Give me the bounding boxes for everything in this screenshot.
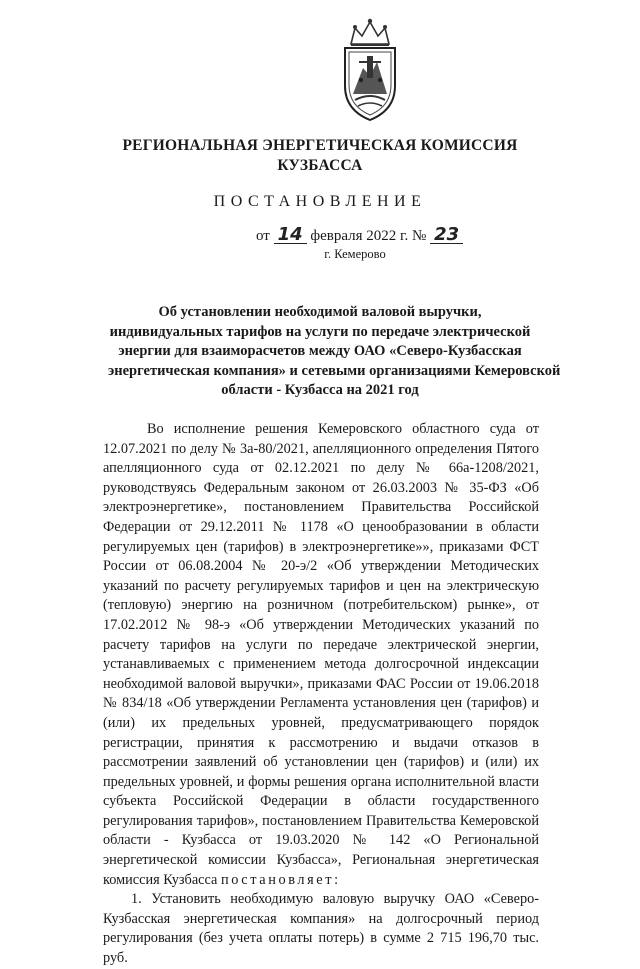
document-body	[103, 420, 539, 969]
date-prefix: от	[256, 228, 270, 244]
title-line: области - Кузбасса на 2021 год	[221, 382, 419, 399]
org-name-line1: РЕГИОНАЛЬНАЯ ЭНЕРГЕТИЧЕСКАЯ КОМИССИЯ	[122, 137, 518, 154]
number-sign: №	[412, 228, 427, 244]
preamble-text: Во исполнение решения Кемеровского областного суда от 12.07.2021 по делу № 3а-80/2021, апелляционного определения Пятого апелляционного суда от 02.12.2021 по делу № 66а-1208/2021, руководствуясь Федеральным законом от 26.03.2003 № 35-ФЗ «Об электроэнергетике», постановлением Правительства Российской Федерации от 29.12.2011 № 1178 «О ценообразовании в области регулируемых цен (тарифов) в электроэнергетике»», приказами ФСТ России от 06.08.2004 № 20-э/2 «Об утверждении Методических указаний по расчету регулируемых тарифов и цен на электрическую (тепловую) энергию на розничном (потребительском) рынке», от 17.02.2012 № 98-э «Об утверждении Методических указаний по расчету тарифов на услуги по передаче электрической энергии, устанавливаемых с применением метода долгосрочной индексации необходимой валовой выручки», приказами ФАС России от 19.06.2018 № 834/18 «Об утверждении Регламента установления цен (тарифов) и (или) их предельных уровней, предусматривающего порядок регистрации, принятия к рассмотрению и выдачи отказов в рассмотрении заявлений об установлении цен (тарифов) и (или) их предельных уровней, и формы решения органа исполнительной власти субъекта Российской Федерации в области государственного регулирования тарифов», постановлением Правительства Кемеровской области - Кузбасса от 19.03.2020 № 142 «О Региональной энергетической комиссии Кузбасса», Региональная энергетическая комиссия Кузбасса	[103, 421, 539, 888]
date-day: 14	[274, 226, 307, 244]
coat-of-arms-icon	[337, 14, 403, 124]
title-line: энергетическая компания» и сетевыми организациями Кемеровской	[108, 362, 561, 379]
document-type: ПОСТАНОВЛЕНИЕ	[213, 193, 427, 210]
resolves-word: постановляет:	[220, 871, 341, 888]
org-name-line2: КУЗБАССА	[277, 157, 363, 174]
document-number: 23	[430, 226, 463, 244]
date-line	[256, 226, 463, 245]
clause-1: 1. Установить необходимую валовую выручку ОАО «Северо-Кузбасская энергетическая компания» на долгосрочный период регулирования (без учета оплаты потерь) в сумме 2 715 196,70 тыс. руб.	[103, 891, 539, 967]
title-line: Об установлении необходимой валовой выручки,	[158, 304, 482, 320]
title-line: индивидуальных тарифов на услуги по передаче электрической	[109, 323, 531, 340]
date-month-year: февраля 2022 г.	[310, 228, 409, 244]
city: г. Кемерово	[324, 247, 386, 261]
title-line: энергии для взаиморасчетов между ОАО «Северо-Кузбасская	[118, 343, 522, 360]
preamble-paragraph	[103, 420, 539, 890]
document-title	[108, 303, 561, 401]
